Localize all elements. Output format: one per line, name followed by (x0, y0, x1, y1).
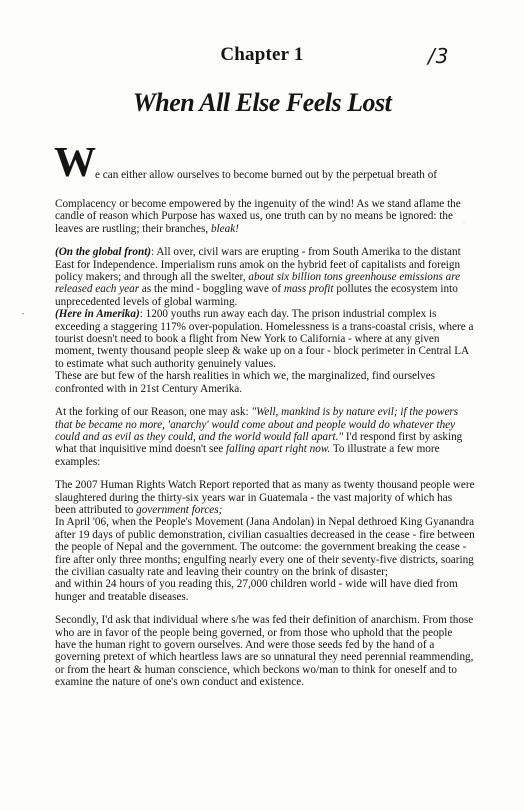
global-emphasis-1: about six billion tons greenhouse emissions are released each year (55, 271, 461, 296)
body-text (55, 198, 475, 689)
opening-line: e can either allow ourselves to become burned out by the perpetual breath of (95, 169, 438, 181)
example-1-emphasis: government forces; (136, 503, 223, 516)
global-text-1: : All over, civil wars are erupting - from South Amerika to the distant East for Independence. Imperialism runs amok on the hybrid feet of capitalists and foreign policy makers; and through all the swelter, (55, 246, 461, 284)
reason-text-3: To illustrate a few more examples: (55, 443, 440, 468)
reason-emphasis: falling apart right now. (226, 443, 331, 456)
global-text-3: pollutes the ecosystem into unprecedented levels of global warming. (55, 283, 458, 308)
global-emphasis-2: mass profit (283, 283, 334, 296)
chapter-title: When All Else Feels Lost (132, 88, 392, 117)
chapter-heading: Chapter 1 (220, 44, 304, 65)
example-hunger: and within 24 hours of you reading this, 27,000 children world - wide will have died from hunger and treatable diseases. (55, 578, 458, 603)
secondly-paragraph: Secondly, I'd ask that individual where s/he was fed their definition of anarchism. From those who are in favor of the people being governed, or from those who uphold that the people have the human right to govern ourselves. And were those seeds fed by the hand of a governing pretext of which heartless laws are so unnatural they need perennial reammending, or from the heart & human conscience, which beckons wo/man to think for oneself and to examine the nature of one's own conduct and existence. (55, 614, 474, 689)
example-nepal: In April '06, when the People's Movement (Jana Andolan) in Nepal dethroed King Gyanandra after 19 days of public demonstration, civilian casualties decreased in the cease - fire between the people of Nepal and the government. The outcome: the government breaking the cease - fire after only three months; engulfing nearly every one of their seventy-five districts, soaring the civilian casualty rate and leaving their country on the brink of disaster; (55, 516, 475, 578)
example-1-text: The 2007 Human Rights Watch Report reported that as many as twenty thousand people were slaughtered during the thirty-six years war in Guatemala - the vast majority of which has been attributed to (55, 479, 475, 516)
page-number: /3 (428, 44, 450, 68)
amerika-closing: These are but few of the harsh realities in which we, the marginalized, find ourselves confronted with in 21st Century Amerika. (55, 370, 436, 395)
reason-text-2: I'd respond first by asking what that inquisitive mind doesn't see (55, 430, 463, 456)
intro-text: Complacency or become empowered by the ingenuity of the wind! As we stand aflame the candle of reason which Purpose has waxed us, one truth can by no means be ignored: the leaves are rustling; their branches, (55, 198, 461, 235)
scan-speck: · (463, 220, 465, 226)
scan-speck: • (22, 312, 25, 318)
amerika-label: (Here in Amerika) (55, 308, 140, 321)
intro-emphasis: bleak! (210, 222, 239, 235)
drop-cap: W (54, 140, 96, 186)
reason-text-1: At the forking of our Reason, one may ask: (55, 406, 252, 419)
global-text-2: as the mind - boggling wave of (139, 283, 284, 296)
example-guatemala (55, 479, 475, 516)
reason-quote: "Well, mankind is by nature evil; if the powers that be became no more, 'anarchy' would come about and people would do whatever they could and as evil as they could, and the world would fall apart." (55, 406, 459, 443)
global-paragraph (55, 246, 475, 308)
amerika-paragraph (55, 308, 475, 370)
amerika-text-1: : 1200 youths run away each day. The prison industrial complex is exceeding a staggering 117% over-population. Homelessness is a trans-coastal crisis, where a tourist doesn't need to book a flight from New York to California - where at any given moment, twenty thousand people sleep & wake up on a four - block perimeter in Central LA to estimate what such authority genuinely values. (55, 308, 474, 370)
global-label: (On the global front) (55, 246, 152, 259)
intro-paragraph (55, 198, 475, 235)
reason-paragraph (55, 406, 475, 468)
